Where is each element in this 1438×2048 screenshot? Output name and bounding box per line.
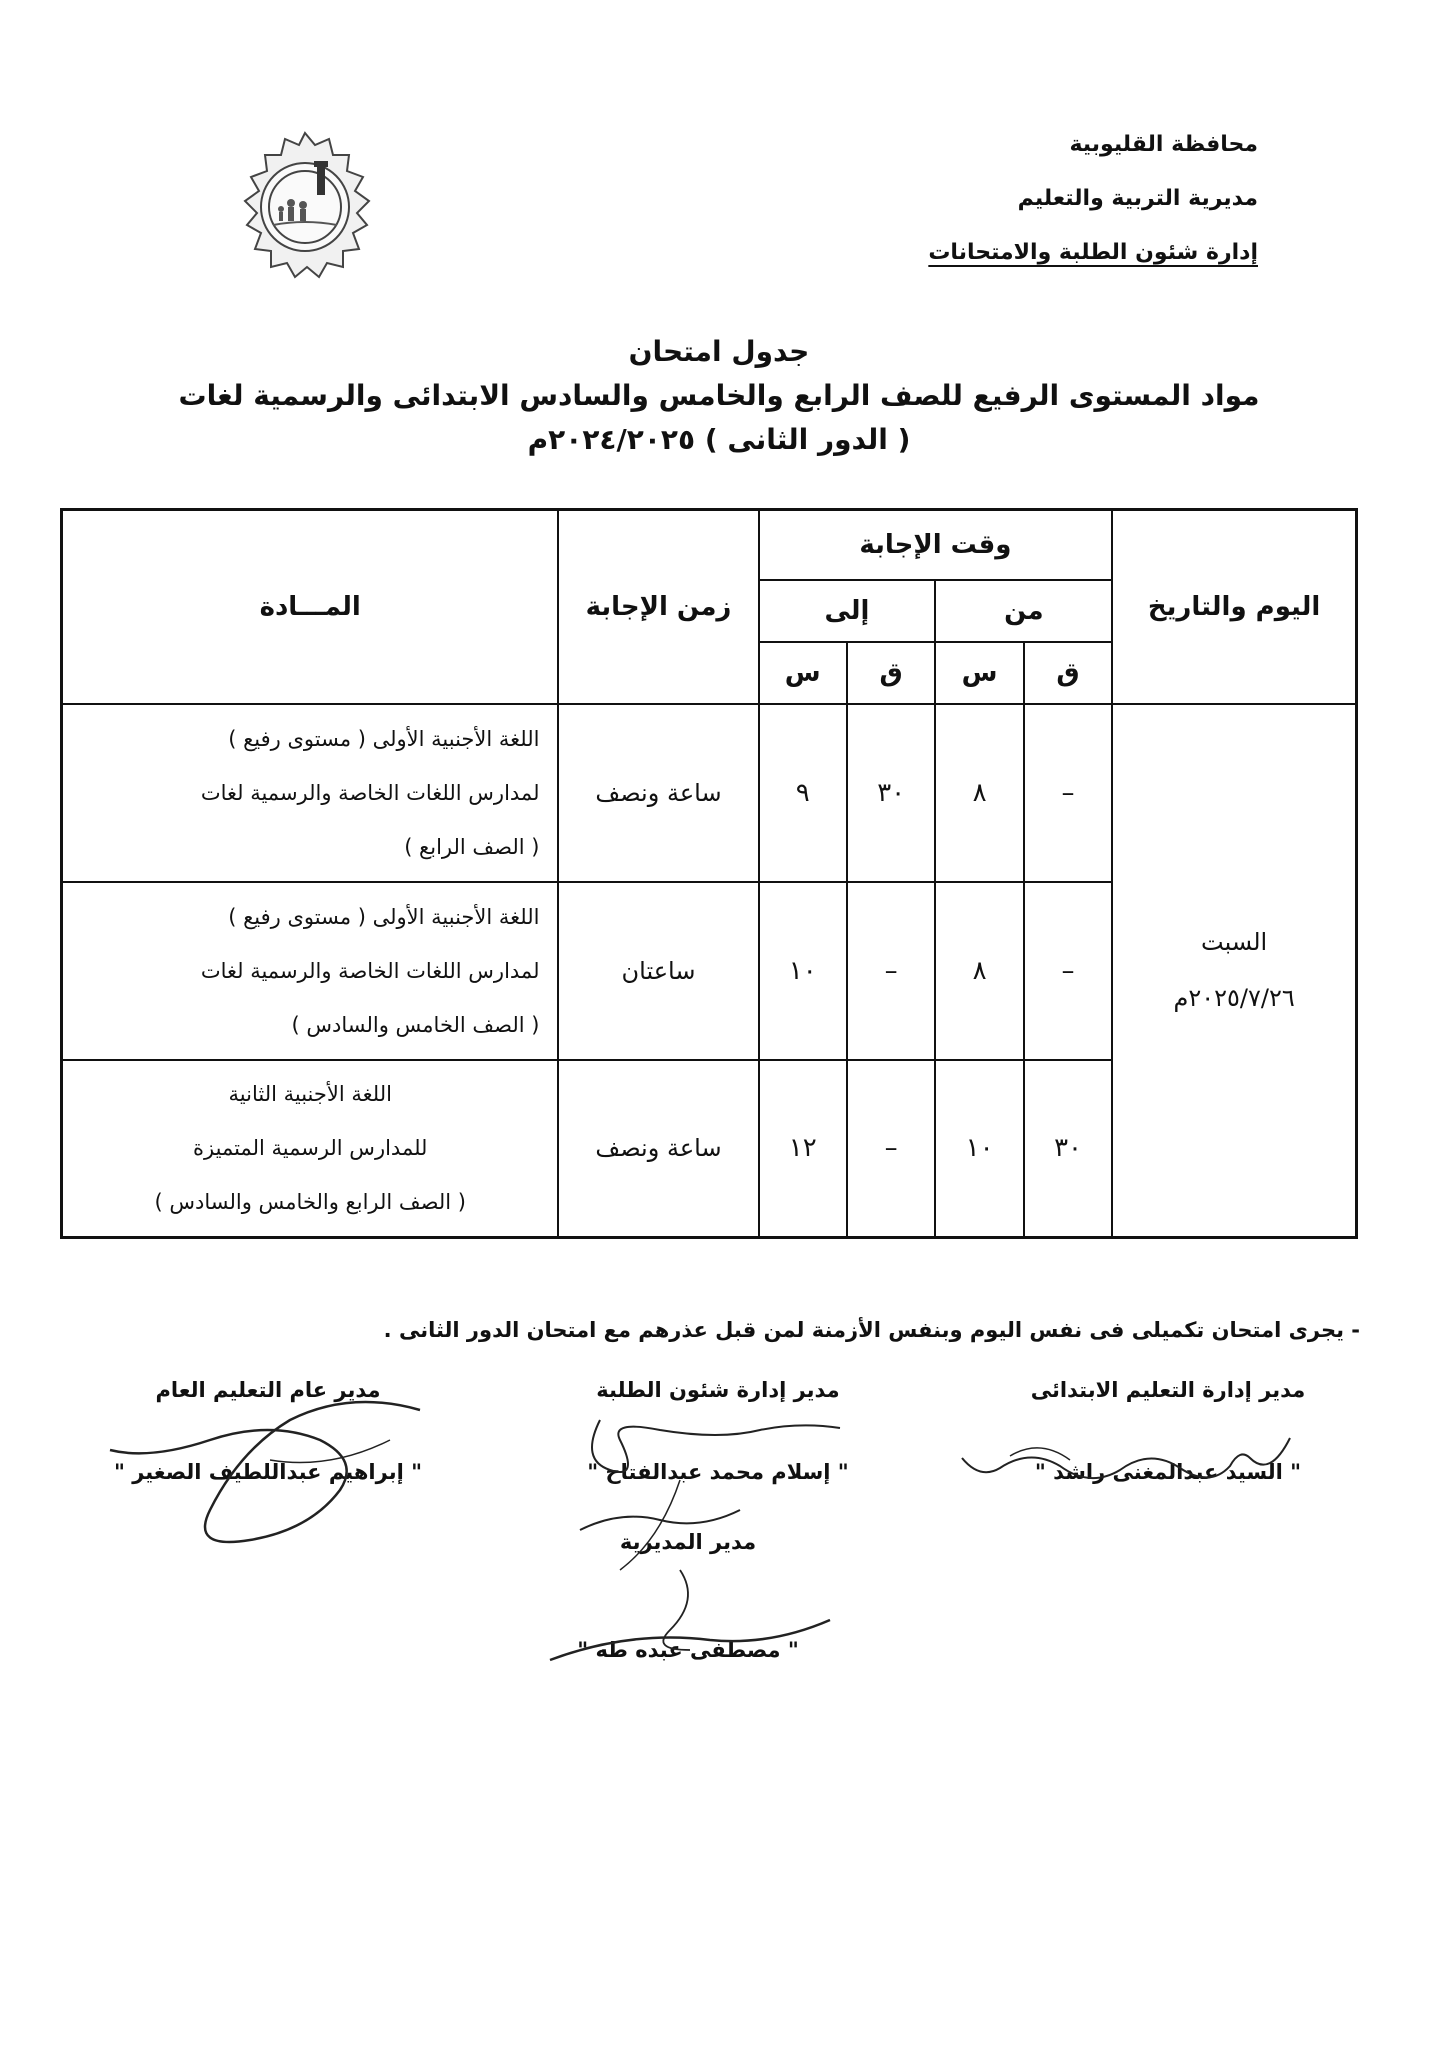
subject-cell: [62, 1060, 559, 1238]
signature-name: " مصطفى عبده طه ": [577, 1638, 799, 1662]
subject-line: ( الصف الرابع ): [404, 834, 540, 859]
directorate-seal-icon: [215, 125, 395, 305]
signature-name: " إبراهيم عبداللطيف الصغير ": [113, 1460, 423, 1484]
signature-directorate-director: [538, 1530, 838, 1662]
subject-line: ( الصف الرابع والخامس والسادس ): [154, 1190, 466, 1215]
duration-cell: ساعتان: [558, 882, 758, 1060]
document-title: [60, 330, 1378, 462]
subject-line: ( الصف الخامس والسادس ): [291, 1012, 540, 1037]
signature-name: " إسلام محمد عبدالفتاح ": [587, 1460, 849, 1484]
duration-cell: ساعة ونصف: [558, 704, 758, 882]
subject-line: للمدارس الرسمية المتميزة: [193, 1136, 428, 1161]
from-hours-cell: ١٠: [935, 1060, 1023, 1238]
to-hours-cell: ١٢: [759, 1060, 847, 1238]
from-hours-cell: ٨: [935, 882, 1023, 1060]
table-row: [62, 704, 1357, 882]
subject-line: لمدارس اللغات الخاصة والرسمية لغات: [200, 780, 540, 805]
header-from: من: [935, 580, 1112, 642]
date-label: ٢٠٢٥/٧/٢٦م: [1173, 984, 1295, 1013]
signature-primary-education-director: [988, 1378, 1348, 1484]
signature-title: مدير إدارة شئون الطلبة: [596, 1378, 840, 1402]
department-label: إدارة شئون الطلبة والامتحانات: [928, 240, 1258, 265]
header: [838, 118, 1258, 280]
title-line-2: مواد المستوى الرفيع للصف الرابع والخامس والسادس الابتدائى والرسمية لغات: [178, 379, 1260, 412]
signature-title: مدير عام التعليم العام: [155, 1378, 381, 1402]
to-hours-cell: ١٠: [759, 882, 847, 1060]
governorate-label: محافظة القليوبية: [1069, 132, 1258, 157]
to-minutes-cell: –: [847, 1060, 935, 1238]
header-subject: المـــادة: [62, 510, 559, 704]
day-label: السبت: [1201, 928, 1268, 957]
from-minutes-cell: –: [1024, 882, 1112, 1060]
to-minutes-cell: –: [847, 882, 935, 1060]
subject-line: اللغة الأجنبية الثانية: [228, 1082, 392, 1107]
signature-title: مدير إدارة التعليم الابتدائى: [1030, 1378, 1306, 1402]
signature-general-education-director: [78, 1378, 458, 1484]
to-hours-cell: ٩: [759, 704, 847, 882]
header-to: إلى: [759, 580, 936, 642]
header-answer-time-window: وقت الإجابة: [759, 510, 1113, 580]
to-minutes-cell: ٣٠: [847, 704, 935, 882]
subject-line: اللغة الأجنبية الأولى ( مستوى رفيع ): [228, 904, 540, 929]
title-line-1: جدول امتحان: [628, 335, 810, 368]
exam-schedule-table: [60, 508, 1358, 1239]
supplementary-exam-note: - يجرى امتحان تكميلى فى نفس اليوم وبنفس الأزمنة لمن قبل عذرهم مع امتحان الدور الثانى .: [383, 1318, 1360, 1342]
from-minutes-cell: ٣٠: [1024, 1060, 1112, 1238]
signature-title: مدير المديرية: [619, 1530, 757, 1554]
title-line-3: ( الدور الثانى ) ٢٠٢٤/٢٠٢٥م: [527, 423, 911, 456]
from-minutes-cell: –: [1024, 704, 1112, 882]
header-duration: زمن الإجابة: [558, 510, 758, 704]
day-date-cell: [1112, 704, 1356, 1238]
duration-cell: ساعة ونصف: [558, 1060, 758, 1238]
subject-line: لمدارس اللغات الخاصة والرسمية لغات: [200, 958, 540, 983]
subject-cell: [62, 882, 559, 1060]
subject-cell: [62, 704, 559, 882]
header-from-minutes: ق: [1024, 642, 1112, 704]
header-day-date: اليوم والتاريخ: [1112, 510, 1356, 704]
header-to-minutes: ق: [847, 642, 935, 704]
directorate-label: مديرية التربية والتعليم: [1017, 186, 1258, 211]
header-to-hours: س: [759, 642, 847, 704]
signature-name: " السيد عبدالمغنى راشد ": [1034, 1460, 1302, 1484]
from-hours-cell: ٨: [935, 704, 1023, 882]
signature-student-affairs-director: [558, 1378, 878, 1484]
header-from-hours: س: [935, 642, 1023, 704]
subject-line: اللغة الأجنبية الأولى ( مستوى رفيع ): [228, 726, 540, 751]
